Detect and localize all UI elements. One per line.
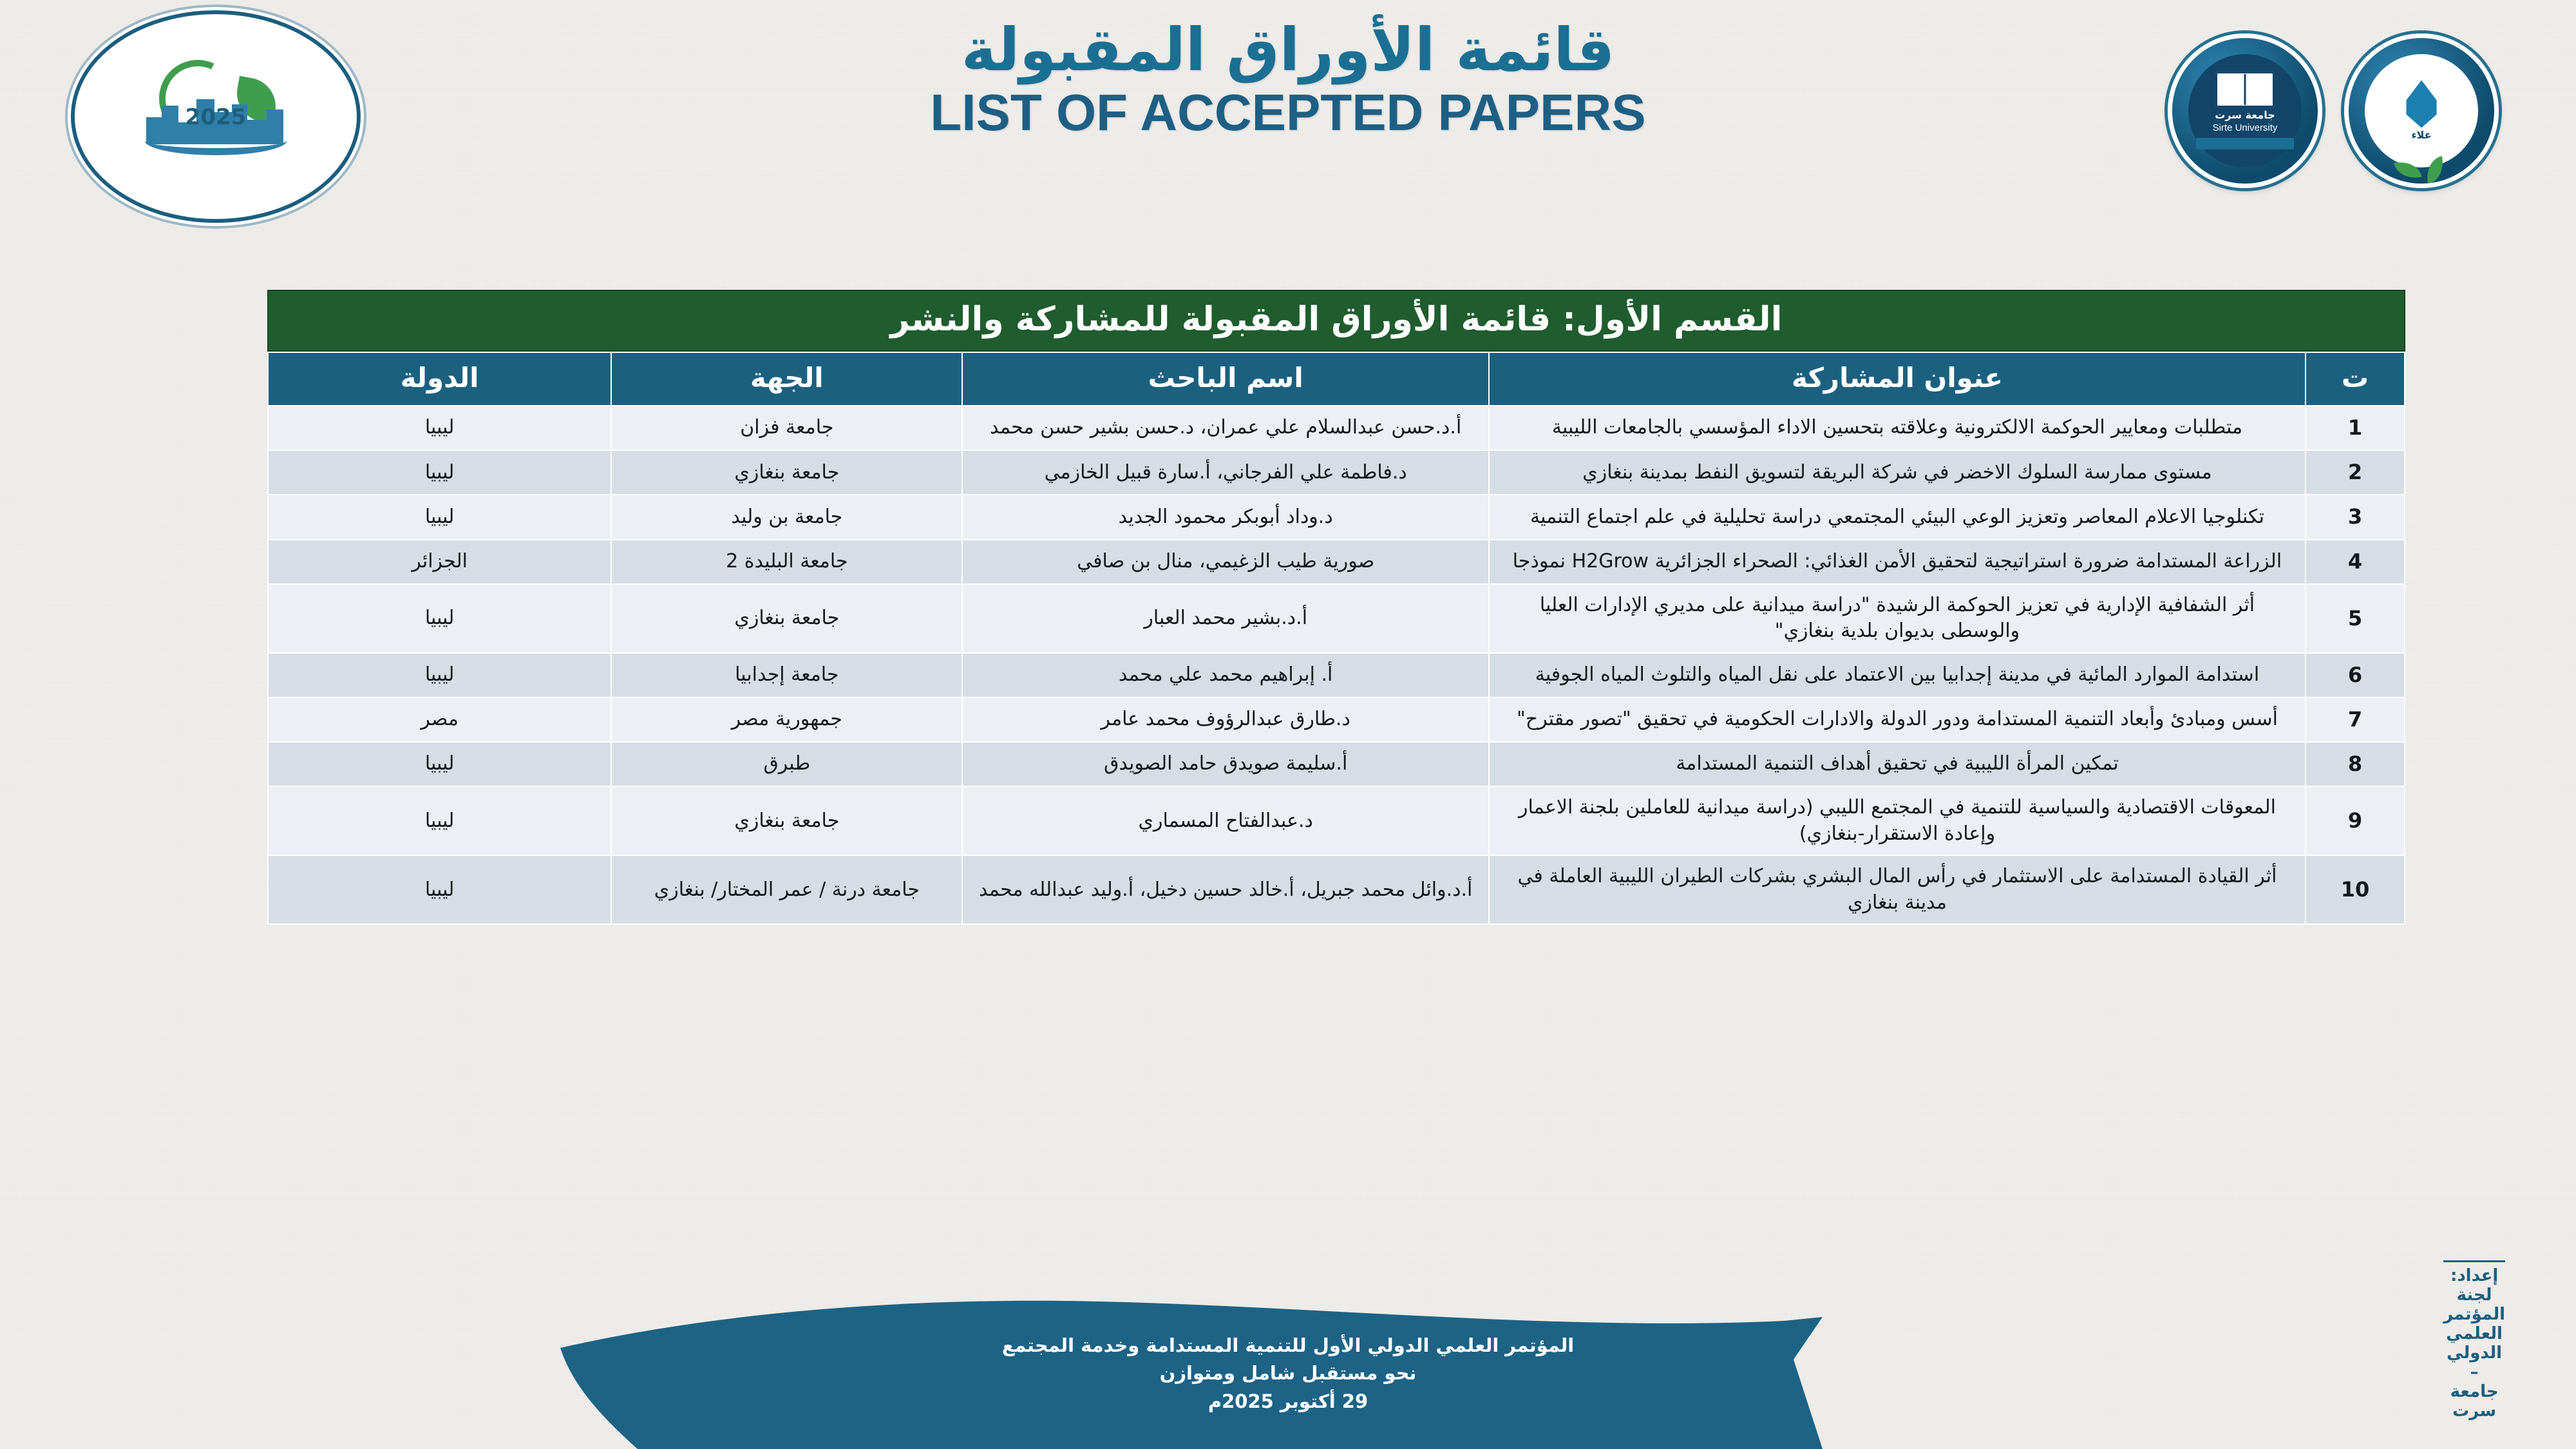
column-header-org: الجهة xyxy=(611,352,962,406)
cell-org: جمهورية مصر xyxy=(611,697,962,742)
cell-title: متطلبات ومعايير الحوكمة الالكترونية وعلاقته بتحسين الاداء المؤسسي بالجامعات الليبية xyxy=(1489,406,2306,450)
cell-index: 7 xyxy=(2306,697,2405,742)
cell-title: تمكين المرأة الليبية في تحقيق أهداف التنمية المستدامة xyxy=(1489,742,2306,786)
cell-title: الزراعة المستدامة ضرورة استراتيجية لتحقيق الأمن الغذائي: الصحراء الجزائرية H2Grow نموذجا xyxy=(1489,540,2306,584)
cell-country: الجزائر xyxy=(268,540,611,584)
cell-title: المعوقات الاقتصادية والسياسية للتنمية في المجتمع الليبي (دراسة ميدانية للعاملين بلجنة الاعمار وإعادة الاستقرار-بنغازي) xyxy=(1489,786,2306,855)
cell-country: ليبيا xyxy=(268,786,611,855)
cell-org: طبرق xyxy=(611,742,962,786)
institution-logos xyxy=(2168,33,2499,188)
footer-line-2: نحو مستقبل شامل ومتوازن xyxy=(1159,1362,1417,1384)
sustainability-logo xyxy=(2344,33,2499,188)
table-row xyxy=(268,855,2405,924)
accepted-papers-section xyxy=(267,290,2405,925)
water-drop-icon xyxy=(2401,80,2441,128)
sirte-logo-bar xyxy=(2196,138,2294,149)
cell-country: ليبيا xyxy=(268,742,611,786)
cell-country: ليبيا xyxy=(268,584,611,653)
open-book-icon xyxy=(2215,71,2275,108)
cell-index: 8 xyxy=(2306,742,2405,786)
table-row xyxy=(268,786,2405,855)
column-header-researcher: اسم الباحث xyxy=(962,352,1489,406)
sirte-logo-label-english: Sirte University xyxy=(2212,122,2278,134)
cell-org: جامعة بنغازي xyxy=(611,786,962,855)
cell-org: جامعة إجدابيا xyxy=(611,653,962,697)
cell-index: 9 xyxy=(2306,786,2405,855)
leaves-icon xyxy=(2396,160,2447,186)
conference-logo-year: 2025 xyxy=(185,104,247,130)
sustainability-logo-disc xyxy=(2365,54,2478,167)
cell-researcher: أ. إبراهيم محمد علي محمد xyxy=(962,653,1489,697)
table-body xyxy=(268,406,2405,924)
cell-country: مصر xyxy=(268,697,611,742)
cell-researcher: أ.د.بشير محمد العبار xyxy=(962,584,1489,653)
cell-title: أسس ومبادئ وأبعاد التنمية المستدامة ودور الدولة والادارات الحكومية في تحقيق "تصور مقترح" xyxy=(1489,697,2306,742)
column-header-index: ت xyxy=(2306,352,2405,406)
column-header-title: عنوان المشاركة xyxy=(1489,352,2306,406)
cell-researcher: صورية طيب الزغيمي، منال بن صافي xyxy=(962,540,1489,584)
footer-credit: إعداد: لجنة المؤتمر العلمي الدولي – جامعة سرت xyxy=(2443,1260,2505,1421)
cell-researcher: أ.د.حسن عبدالسلام علي عمران، د.حسن بشير حسن محمد xyxy=(962,406,1489,450)
cell-index: 1 xyxy=(2306,406,2405,450)
cell-org: جامعة بنغازي xyxy=(611,450,962,495)
table-row xyxy=(268,584,2405,653)
cell-org: جامعة بن وليد xyxy=(611,495,962,539)
table-row xyxy=(268,406,2405,450)
column-header-country: الدولة xyxy=(268,352,611,406)
cell-index: 4 xyxy=(2306,540,2405,584)
cell-title: أثر القيادة المستدامة على الاستثمار في رأس المال البشري بشركات الطيران الليبية العاملة في مدينة بنغازي xyxy=(1489,855,2306,924)
cell-title: مستوى ممارسة السلوك الاخضر في شركة البريقة لتسويق النفط بمدينة بنغازي xyxy=(1489,450,2306,495)
table-header-row xyxy=(268,352,2405,406)
page-title-arabic: قائمة الأوراق المقبولة xyxy=(961,15,1615,84)
cell-researcher: أ.د.وائل محمد جبريل، أ.خالد حسين دخيل، أ.وليد عبدالله محمد xyxy=(962,855,1489,924)
footer-banner xyxy=(560,1298,2016,1449)
table-row xyxy=(268,540,2405,584)
cell-researcher: د.طارق عبدالرؤوف محمد عامر xyxy=(962,697,1489,742)
table-header xyxy=(268,352,2405,406)
cell-title: تكنلوجيا الاعلام المعاصر وتعزيز الوعي البيئي المجتمعي دراسة تحليلية في علم اجتماع التنمية xyxy=(1489,495,2306,539)
footer-line-3: 29 أكتوبر 2025م xyxy=(1208,1390,1368,1412)
cell-country: ليبيا xyxy=(268,855,611,924)
sirte-university-logo-disc xyxy=(2188,54,2302,167)
section-banner: القسم الأول: قائمة الأوراق المقبولة للمشاركة والنشر xyxy=(267,290,2405,352)
table-row xyxy=(268,495,2405,539)
cell-index: 2 xyxy=(2306,450,2405,495)
table-row xyxy=(268,742,2405,786)
cell-org: جامعة البليدة 2 xyxy=(611,540,962,584)
table-row xyxy=(268,653,2405,697)
cell-country: ليبيا xyxy=(268,495,611,539)
page-title-english: LIST OF ACCEPTED PAPERS xyxy=(930,83,1646,141)
page-header xyxy=(0,0,2576,270)
cell-researcher: أ.سليمة صويدق حامد الصويدق xyxy=(962,742,1489,786)
cell-country: ليبيا xyxy=(268,406,611,450)
cell-researcher: د.فاطمة علي الفرجاني، أ.سارة قبيل الخازمي xyxy=(962,450,1489,495)
cell-researcher: د.عبدالفتاح المسماري xyxy=(962,786,1489,855)
cell-org: جامعة درنة / عمر المختار/ بنغازي xyxy=(611,855,962,924)
sirte-university-logo xyxy=(2168,33,2322,188)
cell-org: جامعة بنغازي xyxy=(611,584,962,653)
table-row xyxy=(268,697,2405,742)
cell-index: 6 xyxy=(2306,653,2405,697)
cell-researcher: د.وداد أبوبكر محمود الجديد xyxy=(962,495,1489,539)
table-row xyxy=(268,450,2405,495)
cell-country: ليبيا xyxy=(268,450,611,495)
cell-index: 10 xyxy=(2306,855,2405,924)
cell-org: جامعة فزان xyxy=(611,406,962,450)
sirte-logo-label-arabic: جامعة سرت xyxy=(2215,109,2275,122)
footer-text xyxy=(560,1332,2016,1416)
cell-index: 5 xyxy=(2306,584,2405,653)
footer-line-1: المؤتمر العلمي الدولي الأول للتنمية المستدامة وخدمة المجتمع xyxy=(1001,1334,1575,1356)
accepted-papers-table xyxy=(267,352,2405,925)
sustainability-logo-caption: علاء xyxy=(2411,129,2432,142)
cell-title: استدامة الموارد المائية في مدينة إجدابيا بين الاعتماد على نقل المياه والتلوث المياه الجوفية xyxy=(1489,653,2306,697)
cell-country: ليبيا xyxy=(268,653,611,697)
cell-index: 3 xyxy=(2306,495,2405,539)
cell-title: أثر الشفافية الإدارية في تعزيز الحوكمة الرشيدة "دراسة ميدانية على مديري الإدارات العليا والوسطى بديوان بلدية بنغازي" xyxy=(1489,584,2306,653)
